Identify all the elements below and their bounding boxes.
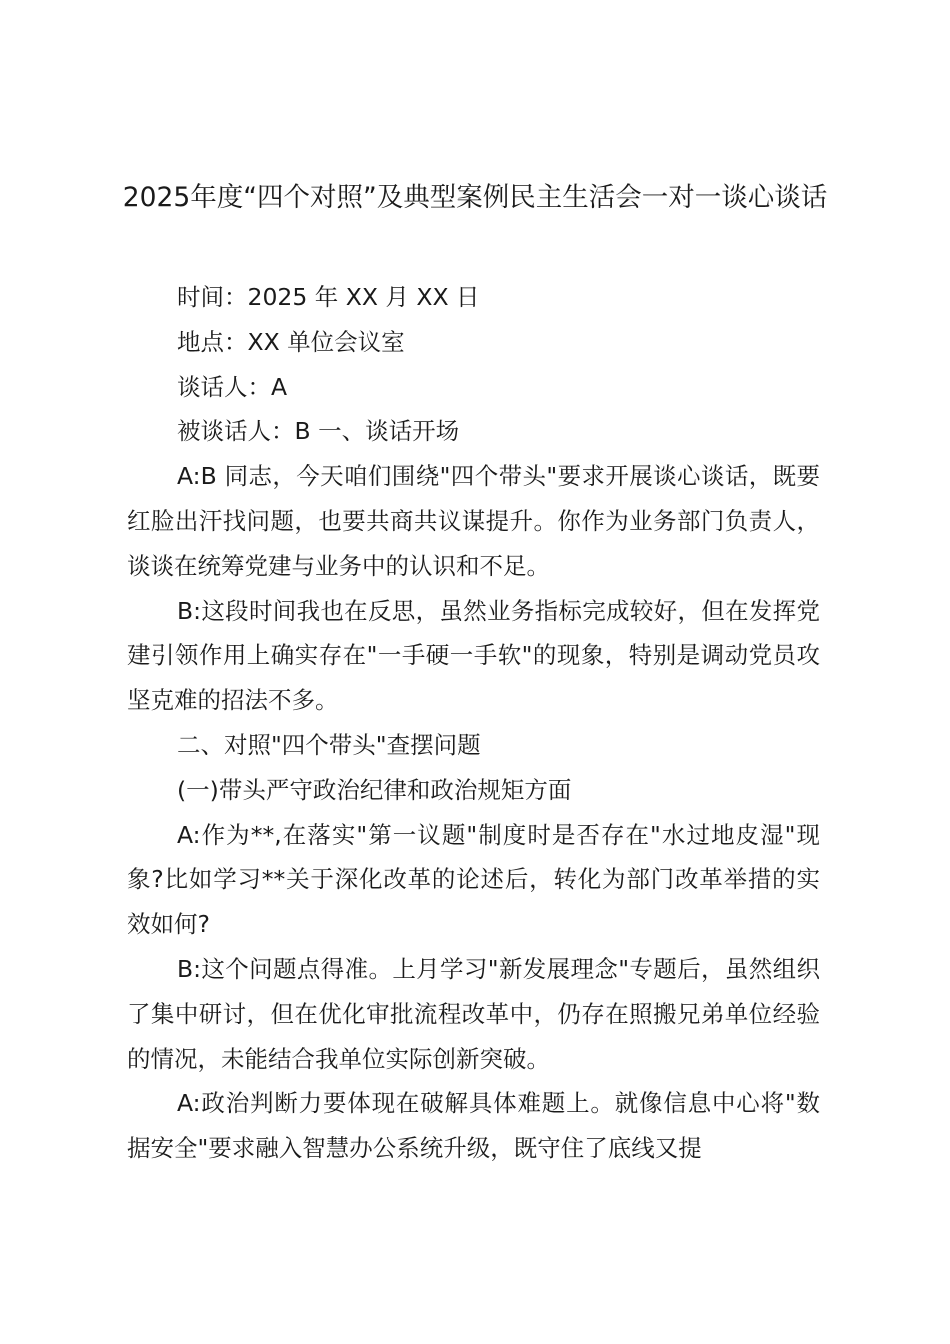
document-title: 2025年度“四个对照”及典型案例民主生活会一对一谈心谈话 — [122, 182, 828, 213]
dialogue-paragraph: A:作为**,在落实"第一议题"制度时是否存在"水过地皮湿"现象?比如学习**关于深化改革的论述后，转化为部门改革举措的实效如何? — [127, 820, 820, 939]
dialogue-paragraph: A:政治判断力要体现在破解具体难题上。就像信息中心将"数据安全"要求融入智慧办公系统升级，既守住了底线又提 — [127, 1089, 820, 1163]
dialogue-paragraph: B:这段时间我也在反思，虽然业务指标完成较好，但在发挥党建引领作用上确实存在"一手硬一手软"的现象，特别是调动党员攻坚克难的招法不多。 — [127, 596, 820, 715]
meta-location: 地点：XX 单位会议室 — [177, 327, 405, 356]
meta-interviewer: 谈话人：A — [177, 372, 288, 401]
meta-interviewee: 被谈话人：B 一、谈话开场 — [177, 417, 460, 446]
meta-time: 时间：2025 年 XX 月 XX 日 — [177, 283, 480, 311]
subsection-heading: (一)带头严守政治纪律和政治规矩方面 — [177, 775, 572, 804]
section-heading: 二、对照"四个带头"查摆问题 — [177, 730, 481, 759]
document-body — [127, 275, 820, 1171]
dialogue-paragraph: A:B 同志，今天咱们围绕"四个带头"要求开展谈心谈话，既要红脸出汗找问题，也要共商共议谋提升。你作为业务部门负责人，谈谈在统筹党建与业务中的认识和不足。 — [127, 462, 820, 580]
dialogue-paragraph: B:这个问题点得准。上月学习"新发展理念"专题后，虽然组织了集中研讨，但在优化审批流程改革中，仍存在照搬兄弟单位经验的情况，未能结合我单位实际创新突破。 — [127, 954, 820, 1073]
